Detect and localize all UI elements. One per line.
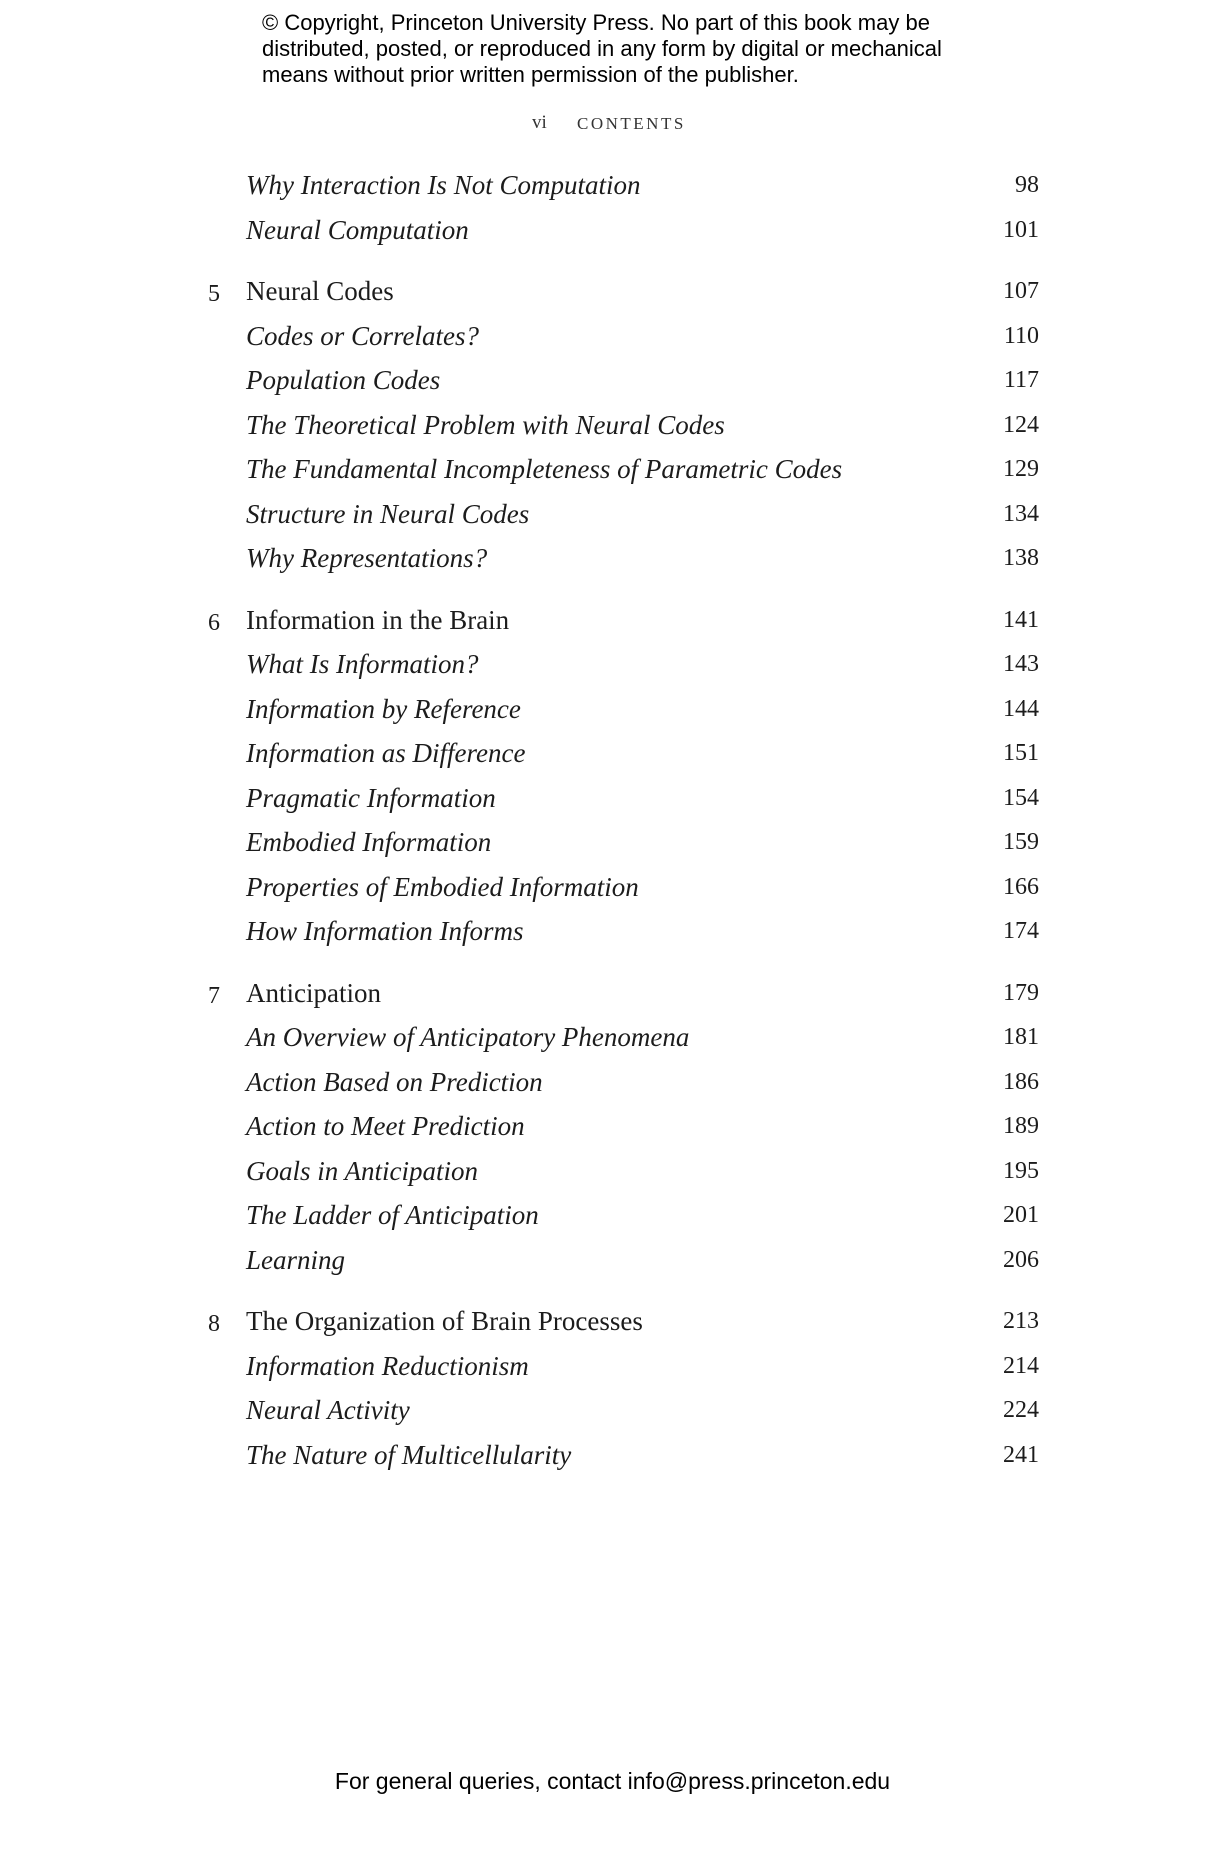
section-title: Goals in Anticipation <box>246 1155 479 1186</box>
section-title: Information by Reference <box>246 693 521 724</box>
page-number: 129 <box>1003 456 1039 482</box>
toc-chapter-row <box>0 973 1225 1018</box>
toc-section-row <box>0 360 1225 405</box>
copyright-line: © Copyright, Princeton University Press. No part of this book may be <box>262 10 930 35</box>
toc-section-row <box>0 538 1225 583</box>
section-title: Information as Difference <box>246 738 526 768</box>
section-title: Information Reductionism <box>246 1350 529 1381</box>
table-of-contents <box>0 165 1225 1479</box>
page-number: 143 <box>1003 651 1039 677</box>
section-title: Codes or Correlates? <box>246 320 480 351</box>
footer-contact: For general queries, contact info@press.princeton.edu <box>334 1768 891 1794</box>
section-title: Properties of Embodied Information <box>246 871 639 902</box>
page-number: 179 <box>1003 979 1039 1006</box>
page-number: 189 <box>1003 1113 1039 1139</box>
page-number: 151 <box>1003 740 1039 766</box>
toc-section-row <box>0 867 1225 912</box>
page-number: 141 <box>1003 606 1039 633</box>
page-number: 224 <box>1003 1397 1039 1423</box>
toc-section-row <box>0 1017 1225 1062</box>
page-number: 107 <box>1003 278 1039 304</box>
section-title: An Overview of Anticipatory Phenomena <box>246 1022 690 1052</box>
toc-section-row <box>0 1240 1225 1285</box>
copyright-notice <box>262 10 1022 88</box>
page-number: 186 <box>1003 1068 1039 1095</box>
toc-section-row <box>0 644 1225 689</box>
section-title: The Fundamental Incompleteness of Parametric Codes <box>246 454 843 484</box>
running-head-title: CONTENTS <box>577 114 686 133</box>
page-number: 101 <box>1003 216 1039 243</box>
section-title: The Nature of Multicellularity <box>246 1439 572 1470</box>
page-number: 154 <box>1003 784 1039 811</box>
page-folio: vi <box>532 112 547 133</box>
chapter-number: 5 <box>208 281 220 307</box>
toc-section-row <box>0 1435 1225 1480</box>
copyright-line: distributed, posted, or reproduced in any form by digital or mechanical <box>262 36 942 61</box>
toc-section-row <box>0 1346 1225 1391</box>
chapter-title: Information in the Brain <box>246 604 510 635</box>
section-title: Population Codes <box>246 365 441 395</box>
page-number: 195 <box>1003 1157 1039 1184</box>
toc-section-row <box>0 1062 1225 1107</box>
section-title: How Information Informs <box>246 916 524 946</box>
page-number: 138 <box>1003 545 1039 571</box>
page-number: 117 <box>1003 367 1039 393</box>
toc-section-row <box>0 778 1225 823</box>
page-number: 206 <box>1003 1246 1039 1273</box>
toc-chapter-row <box>0 600 1225 645</box>
page-number: 159 <box>1003 829 1039 855</box>
toc-section-row <box>0 494 1225 539</box>
page-number: 241 <box>1003 1441 1039 1468</box>
toc-section-row <box>0 1390 1225 1435</box>
chapter-number: 8 <box>208 1311 220 1337</box>
toc-section-row <box>0 911 1225 956</box>
toc-section-row <box>0 1195 1225 1240</box>
section-title: Structure in Neural Codes <box>246 498 530 529</box>
chapter-title: Neural Codes <box>246 276 394 306</box>
toc-section-row <box>0 689 1225 734</box>
page-number: 144 <box>1003 695 1039 722</box>
section-title: What Is Information? <box>246 649 479 679</box>
toc-section-row <box>0 449 1225 494</box>
section-title: Learning <box>246 1244 346 1275</box>
toc-section-row <box>0 405 1225 450</box>
chapter-title: Anticipation <box>246 977 381 1008</box>
page-number: 98 <box>1015 172 1039 198</box>
page-number: 201 <box>1003 1202 1039 1228</box>
copyright-line: means without prior written permission of the publisher. <box>262 62 799 87</box>
toc-chapter-row <box>0 1301 1225 1346</box>
section-title: The Theoretical Problem with Neural Codes <box>246 409 725 440</box>
page-number: 174 <box>1003 918 1039 944</box>
toc-chapter-row <box>0 271 1225 316</box>
toc-section-row <box>0 822 1225 867</box>
section-title: Neural Activity <box>246 1395 410 1425</box>
section-title: Embodied Information <box>246 827 492 857</box>
section-title: Why Interaction Is Not Computation <box>246 170 641 200</box>
page-number: 134 <box>1003 500 1039 527</box>
page-number: 124 <box>1003 411 1039 438</box>
page-number: 181 <box>1003 1024 1039 1050</box>
page-number: 214 <box>1003 1352 1039 1379</box>
section-title: Neural Computation <box>246 214 469 245</box>
chapter-number: 6 <box>208 609 220 636</box>
page-number: 213 <box>1003 1308 1039 1334</box>
toc-section-row <box>0 316 1225 361</box>
section-title: The Ladder of Anticipation <box>246 1200 539 1230</box>
chapter-title: The Organization of Brain Processes <box>246 1306 643 1336</box>
chapter-number: 7 <box>208 982 220 1009</box>
toc-section-row <box>0 1106 1225 1151</box>
section-title: Why Representations? <box>246 543 488 573</box>
page-number: 110 <box>1003 322 1039 349</box>
section-title: Action Based on Prediction <box>246 1066 543 1097</box>
toc-section-row <box>0 1151 1225 1196</box>
page-number: 166 <box>1003 873 1039 900</box>
section-title: Pragmatic Information <box>246 782 496 813</box>
toc-section-row <box>0 733 1225 778</box>
section-title: Action to Meet Prediction <box>246 1111 525 1141</box>
toc-section-row <box>0 165 1225 210</box>
toc-section-row <box>0 210 1225 255</box>
